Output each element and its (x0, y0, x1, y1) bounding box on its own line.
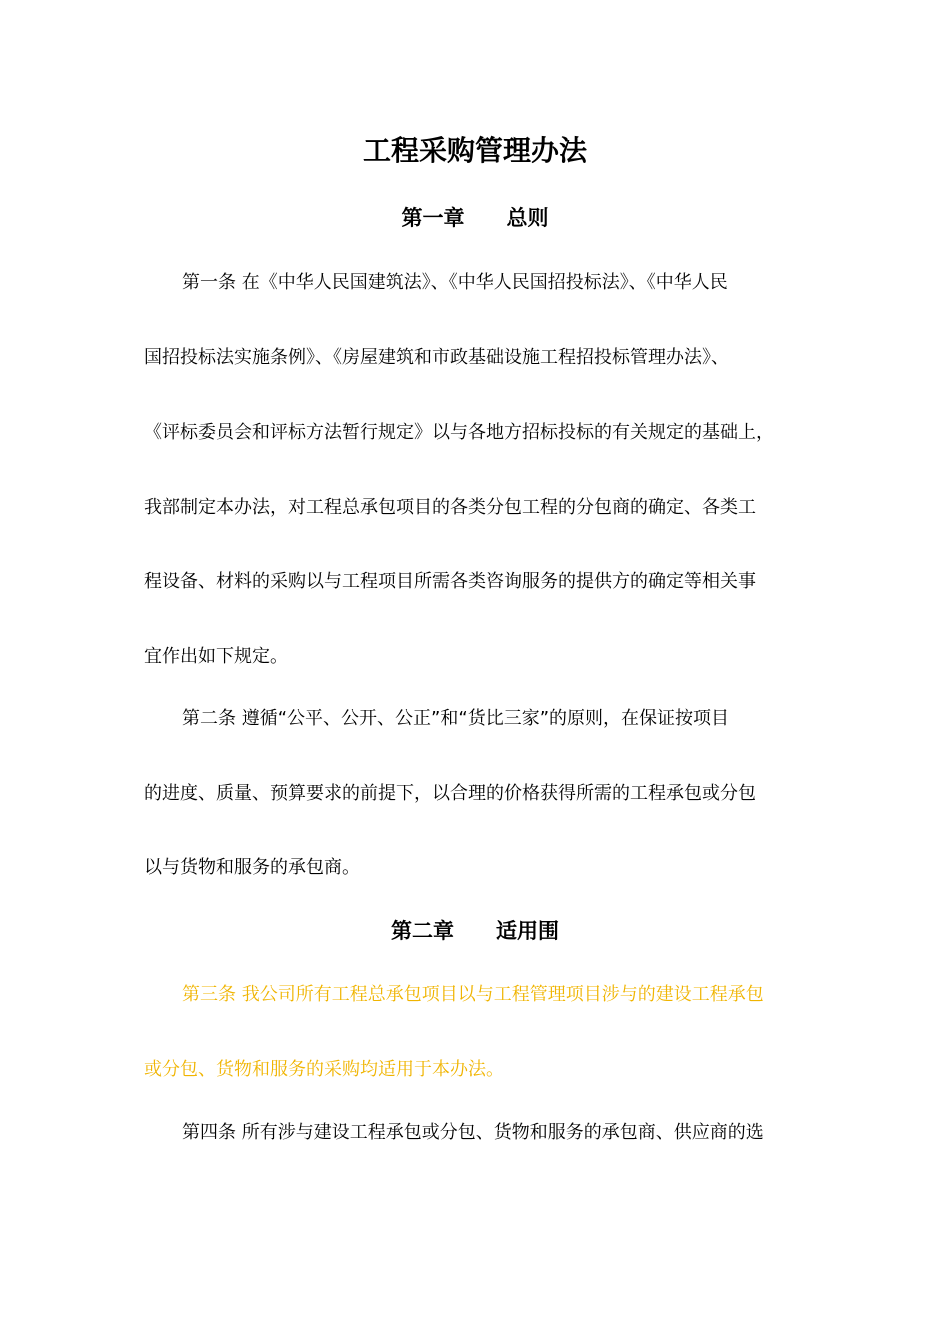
article-4-line: 第四条 所有涉与建设工程承包或分包、货物和服务的承包商、供应商的选 (182, 1122, 764, 1143)
article-1-line: 《评标委员会和评标方法暂行规定》以与各地方招标投标的有关规定的基础上， (144, 422, 774, 443)
article-3-line: 第三条 我公司所有工程总承包项目以与工程管理项目涉与的建设工程承包 (182, 984, 764, 1005)
chapter-heading-2: 第二章 适用围 (391, 919, 559, 943)
article-1-line: 程设备、材料的采购以与工程项目所需各类咨询服务的提供方的确定等相关事 (144, 571, 756, 592)
article-1-line: 我部制定本办法，对工程总承包项目的各类分包工程的分包商的确定、各类工 (144, 497, 756, 518)
article-1-line: 宜作出如下规定。 (144, 646, 288, 667)
article-1-line: 第一条 在《中华人民国建筑法》、《中华人民国招投标法》、《中华人民 (182, 272, 728, 293)
article-3-line: 或分包、货物和服务的采购均适用于本办法。 (144, 1059, 504, 1080)
document-title: 工程采购管理办法 (362, 134, 587, 167)
article-2-line: 第二条 遵循“公平、公开、公正”和“货比三家”的原则，在保证按项目 (182, 708, 730, 729)
article-2-line: 的进度、质量、预算要求的前提下，以合理的价格获得所需的工程承包或分包 (144, 783, 756, 804)
chapter-heading-1: 第一章 总则 (401, 206, 549, 230)
article-1-line: 国招投标法实施条例》、《房屋建筑和市政基础设施工程招投标管理办法》、 (144, 347, 729, 368)
article-2-line: 以与货物和服务的承包商。 (144, 857, 360, 878)
